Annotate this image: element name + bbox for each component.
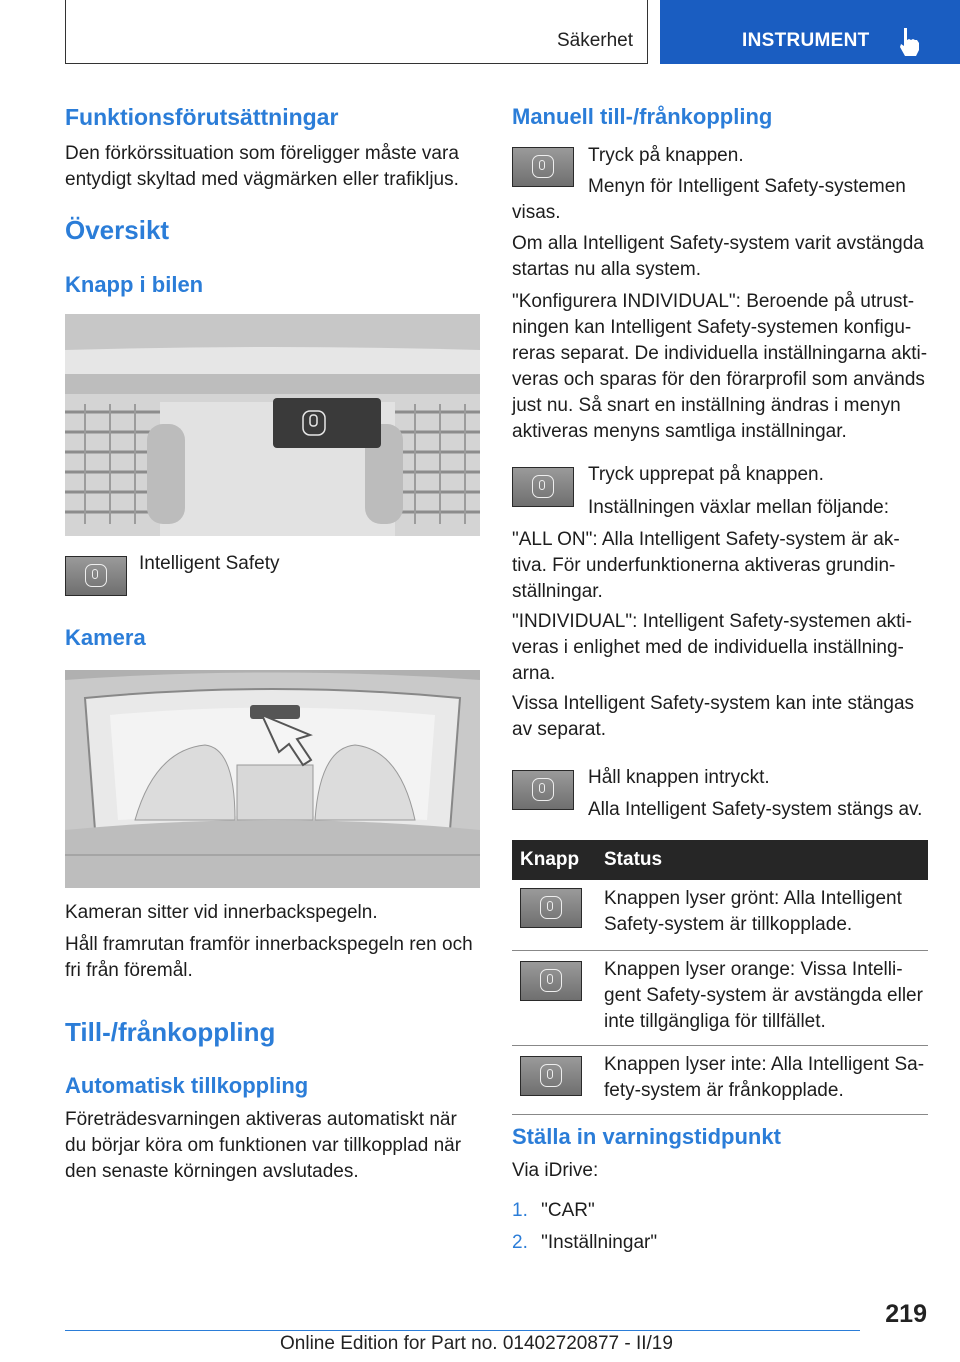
heading-knapp-i-bilen: Knapp i bilen (65, 272, 204, 297)
row1-line-2: Safety-system är tillkopplade. (604, 914, 853, 935)
heading-funktionsforutsattningar: Funktionsförutsättningar (65, 104, 339, 130)
konf-line-2: ningen kan Intelligent Safety-systemen konfigu- (512, 317, 912, 338)
row2-line-2: gent Safety-system är avstängda eller (604, 985, 923, 1006)
row3-line-2: fety-system är frånkopplade. (604, 1080, 844, 1101)
funktion-line-2: entydigt skyltad med vägmärken eller trafikljus. (65, 169, 459, 190)
individual-text (512, 609, 932, 687)
step1b-text (512, 174, 932, 226)
row2-line-1: Knappen lyser orange: Vissa Intelli- (604, 959, 903, 980)
row2-line-3: inte tillgängliga för tillfället. (604, 1011, 826, 1032)
kamera2-line-2: fri från föremål. (65, 960, 193, 981)
list-item (512, 1230, 657, 1256)
auto-line-2: du börjar köra om funktionen var tillkopplad när (65, 1135, 462, 1156)
konf-line-6: aktiveras menyns samtliga inställningar. (512, 421, 847, 442)
funktion-line-1: Den förkörssituation som föreligger måste vara (65, 143, 459, 164)
step3-button-icon (512, 770, 574, 810)
step1-text: Tryck på knappen. (588, 145, 744, 166)
step1b-line-2: visas. (512, 202, 561, 223)
heading-automatisk-tillkoppling: Automatisk tillkoppling (65, 1073, 309, 1098)
vissa-line-2: av separat. (512, 719, 606, 740)
auto-line-1: Företrädesvarningen aktiveras automatiskt när (65, 1109, 457, 1130)
dashboard-button-photo (65, 314, 480, 536)
table-cell-icon (512, 880, 596, 951)
row1-line-1: Knappen lyser grönt: Alla Intelligent (604, 888, 902, 909)
konfigurera-text (512, 289, 932, 445)
step3-text: Håll knappen intryckt. (588, 767, 770, 788)
step2b-text: Inställningen växlar mellan följande: (588, 497, 890, 518)
heading-manuell: Manuell till-/frånkoppling (512, 104, 773, 129)
header-section-title: Säkerhet (556, 30, 633, 51)
step1b-line-1: Menyn för Intelligent Safety-systemen (588, 176, 906, 197)
footer-edition-text: Online Edition for Part no. 01402720877 - II/19 (280, 1333, 673, 1354)
step2-text: Tryck upprepat på knappen. (588, 464, 824, 485)
kamera-text-2 (65, 932, 485, 984)
table-row (512, 1046, 928, 1115)
header-chapter-title: INSTRUMENT (742, 30, 870, 51)
kamera-text-1: Kameran sitter vid innerbackspegeln. (65, 902, 378, 923)
indiv-line-3: arna. (512, 663, 556, 684)
table-cell-status (596, 1046, 928, 1115)
allon-text (512, 527, 932, 605)
allon-line-1: "ALL ON": Alla Intelligent Safety-system är ak- (512, 529, 900, 550)
list-text: "Inställningar" (541, 1232, 658, 1253)
step3b-text: Alla Intelligent Safety-system stängs av. (588, 799, 923, 820)
icon-caption: Intelligent Safety (139, 553, 280, 574)
table-row (512, 951, 928, 1046)
table-header-row (512, 840, 928, 880)
off-button-icon (520, 1056, 582, 1096)
footer-divider (65, 1330, 860, 1331)
table-header-status: Status (596, 840, 928, 880)
auto-line-3: den senaste körningen avslutades. (65, 1161, 359, 1182)
row3-line-1: Knappen lyser inte: Alla Intelligent Sa- (604, 1054, 925, 1075)
heading-stalla-in: Ställa in varningstidpunkt (512, 1124, 781, 1149)
indiv-line-1: "INDIVIDUAL": Intelligent Safety-systemen akti- (512, 611, 912, 632)
table-cell-icon (512, 951, 596, 1046)
header-section-box (65, 0, 648, 64)
dashboard-illustration (65, 314, 480, 536)
heading-till-frankoppling: Till-/frånkoppling (65, 1017, 276, 1047)
auto-text (65, 1107, 485, 1185)
interior-illustration (65, 670, 480, 888)
konf-line-5: just nu. Så snart en inställning ändras i menyn (512, 395, 901, 416)
orange-button-icon (520, 961, 582, 1001)
table-cell-status (596, 951, 928, 1046)
vissa-line-1: Vissa Intelligent Safety-system kan inte stängas (512, 693, 915, 714)
via-idrive-text: Via iDrive: (512, 1160, 599, 1181)
table-row (512, 880, 928, 951)
konf-line-1: "Konfigurera INDIVIDUAL": Beroende på utrust- (512, 291, 915, 312)
list-text: "CAR" (541, 1200, 595, 1221)
page-number: 219 (885, 1300, 927, 1328)
list-number: 1. (512, 1200, 528, 1221)
heading-kamera: Kamera (65, 625, 146, 650)
table-header-knapp: Knapp (512, 840, 596, 880)
allon-line-2: tiva. För underfunktionerna aktiveras grundin- (512, 555, 896, 576)
konf-line-4: veras och sparas för den förarprofil som används (512, 369, 925, 390)
table-cell-icon (512, 1046, 596, 1115)
camera-interior-photo (65, 670, 480, 888)
indiv-line-2: veras i enlighet med de individuella inställning- (512, 637, 904, 658)
kamera2-line-1: Håll framrutan framför innerbackspegeln ren och (65, 934, 473, 955)
om-line-2: startas nu alla system. (512, 259, 702, 280)
allon-line-3: ställningar. (512, 581, 603, 602)
om-text (512, 231, 932, 283)
list-number: 2. (512, 1232, 528, 1253)
list-item (512, 1198, 595, 1224)
vissa-text (512, 691, 932, 743)
intelligent-safety-button-icon (65, 556, 127, 596)
funktion-text (65, 141, 485, 193)
konf-line-3: reras separat. De individuella inställningarna akti- (512, 343, 928, 364)
pointing-hand-icon (892, 24, 928, 60)
om-line-1: Om alla Intelligent Safety-system varit avstängda (512, 233, 924, 254)
status-table (512, 840, 928, 1115)
table-cell-status (596, 880, 928, 951)
heading-oversikt: Översikt (65, 215, 170, 245)
header-chapter-tab[interactable] (660, 0, 960, 64)
green-button-icon (520, 888, 582, 928)
step2-button-icon (512, 467, 574, 507)
